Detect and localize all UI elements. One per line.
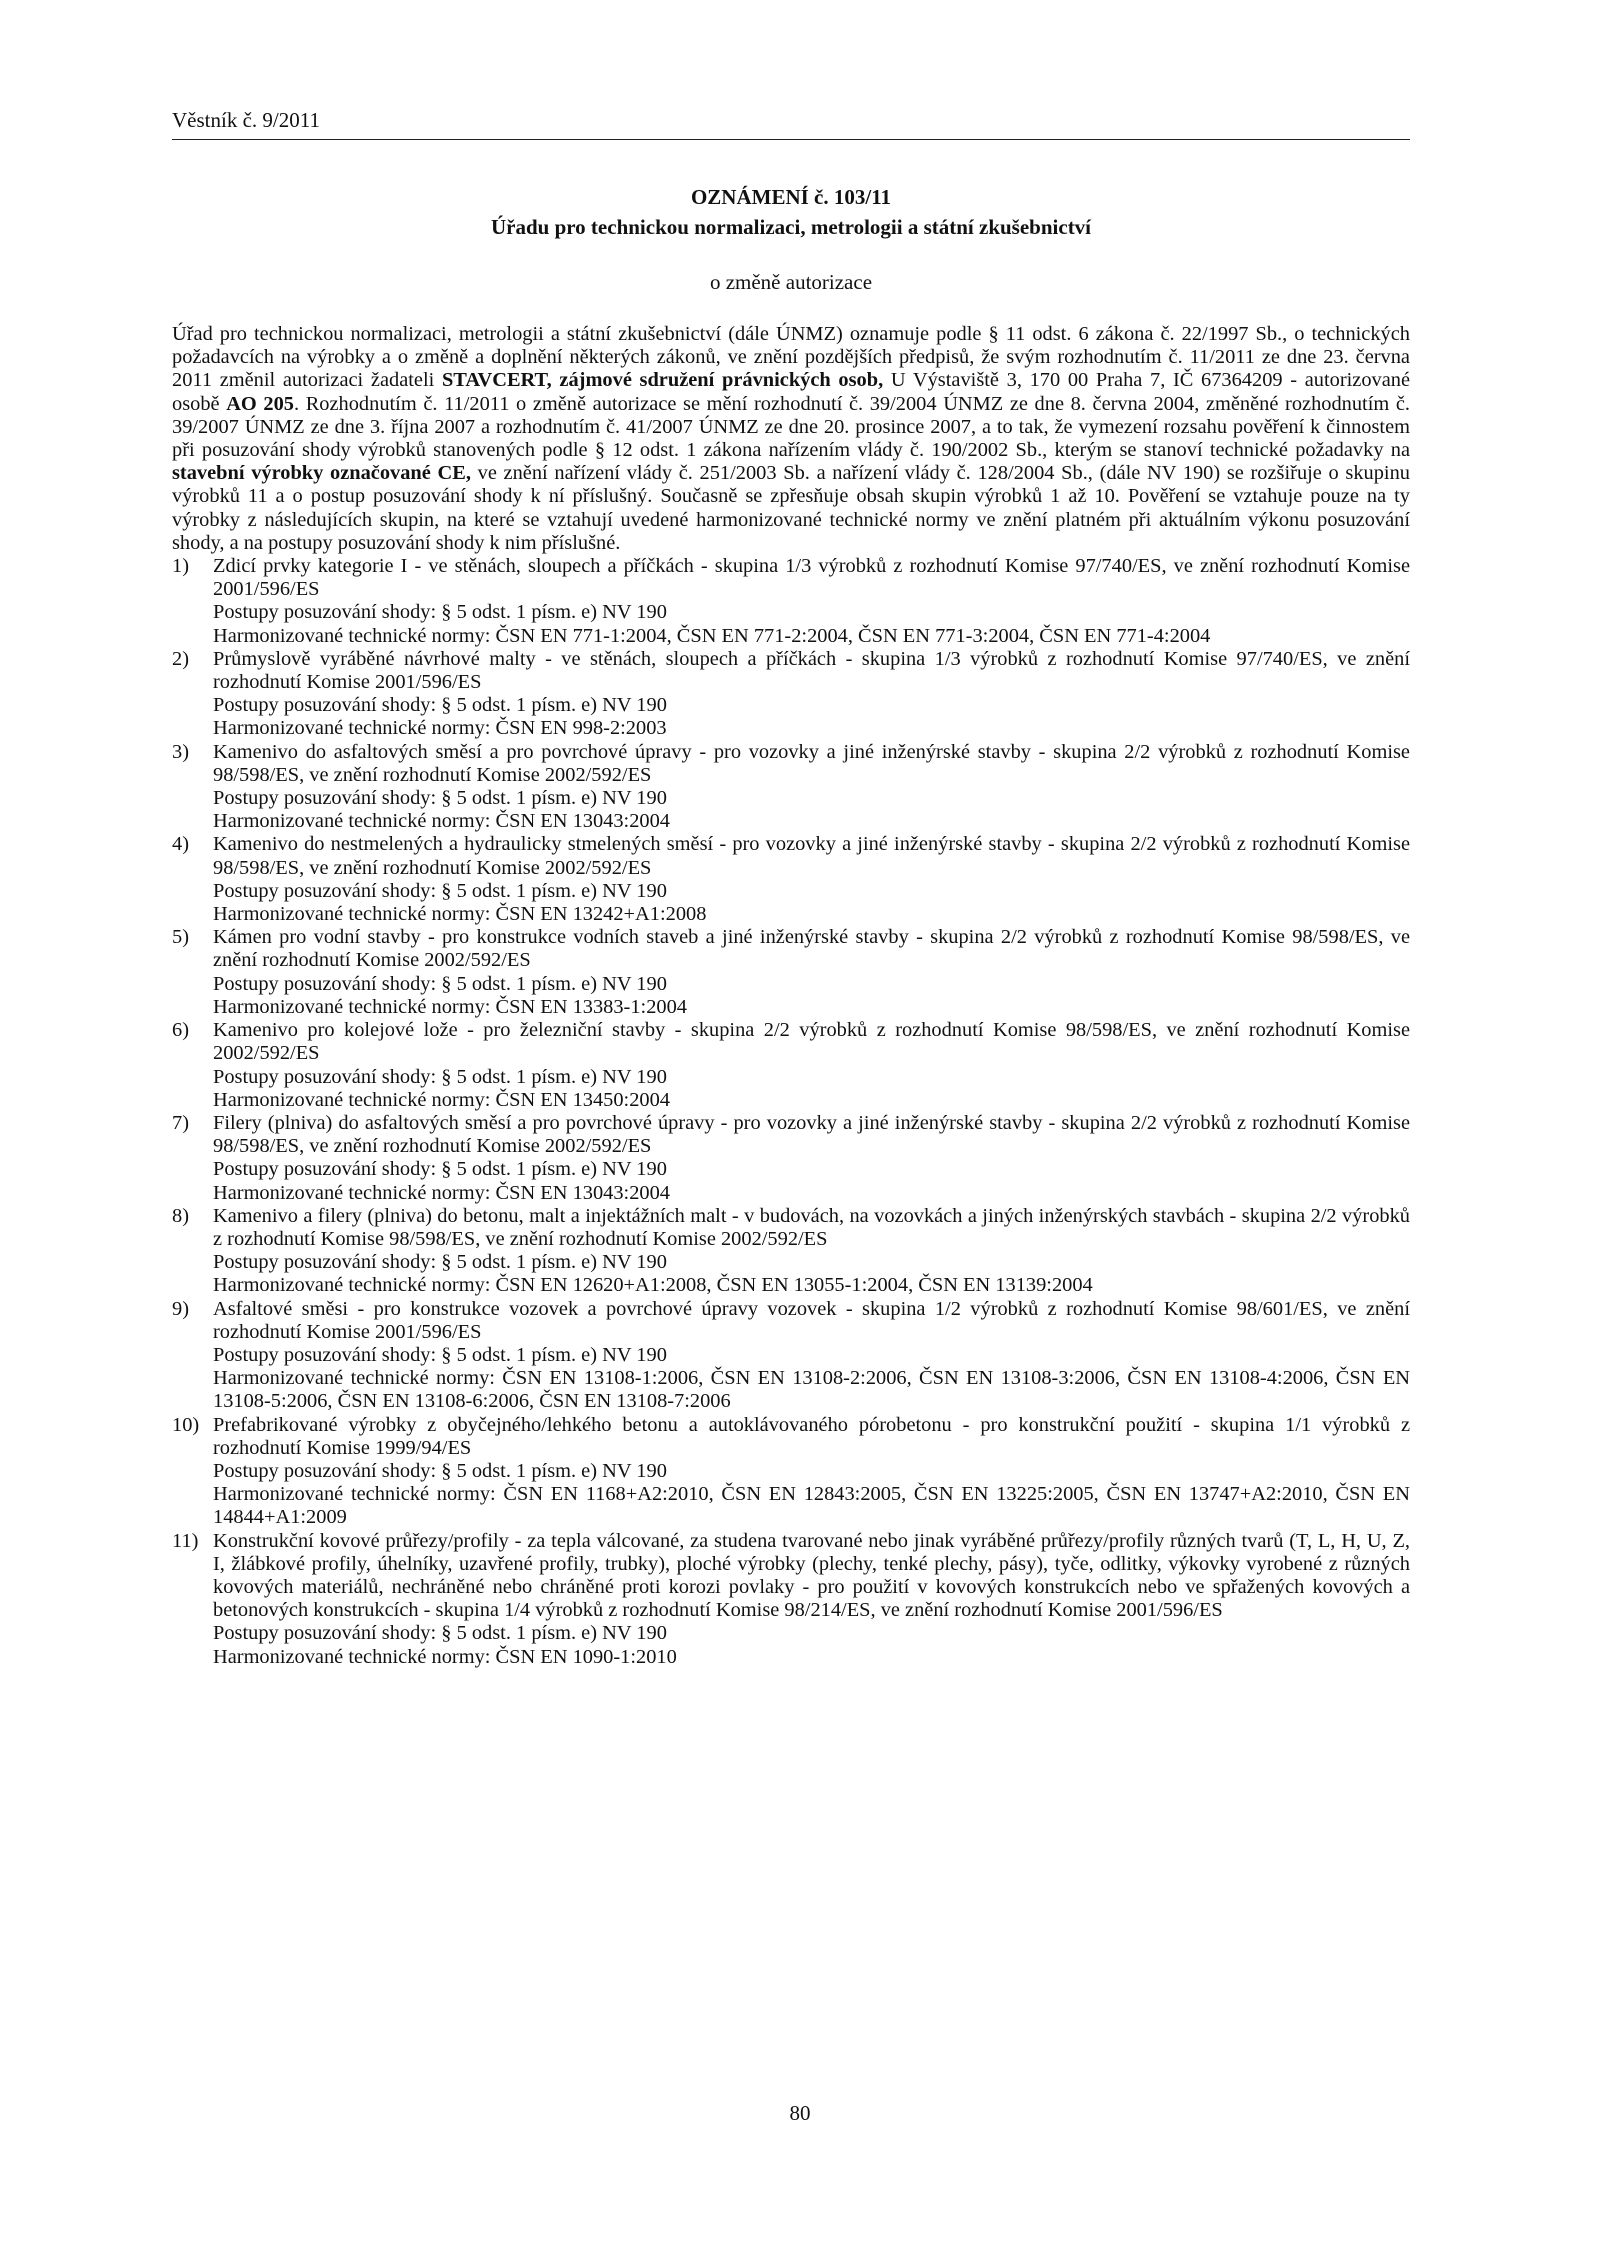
item-procedure: Postupy posuzování shody: § 5 odst. 1 písm. e) NV 190 [213,601,667,624]
item-procedure: Postupy posuzování shody: § 5 odst. 1 písm. e) NV 190 [213,1251,667,1274]
item-procedure: Postupy posuzování shody: § 5 odst. 1 písm. e) NV 190 [213,1158,667,1181]
list-item [172,1112,1410,1205]
list-item [172,1530,1410,1669]
item-content [213,648,1410,741]
item-standards: Harmonizované technické normy: ČSN EN 998-2:2003 [213,717,667,740]
item-number: 8) [172,1204,189,1227]
item-number: 4) [172,833,189,856]
announcement-number: OZNÁMENÍ č. 103/11 [690,185,892,209]
list-item [172,1414,1410,1530]
item-content [213,741,1410,834]
item-description: Filery (plniva) do asfaltových směsí a pro povrchové úpravy - pro vozovky a jiné inženýrské stavby - skupina 2/2 výrobků z rozhodnutí Komise 98/598/ES, ve znění rozhodnutí Komise 2002/592/ES [213,1111,1410,1158]
item-number: 5) [172,926,189,949]
intro-text-3: . Rozhodnutím č. 11/2011 o změně autorizace se mění rozhodnutí č. 39/2004 ÚNMZ ze dne 8. června 2004, změněné rozhodnutím č. 39/2007 ÚNMZ ze dne 3. října 2007 a rozhodnutím č. 41/2007 ÚNMZ ze dne 20. prosince 2007, a to tak, že vymezení rozsahu pověření k činnostem při posuzování shody výrobků stanovených podle § 12 odst. 1 zákona nařízením vlády č. 190/2002 Sb., kterým se stanoví technické požadavky na [172,392,1410,462]
item-number: 7) [172,1111,189,1134]
list-item [172,1019,1410,1112]
intro-paragraph [172,323,1410,555]
issuing-office: Úřadu pro technickou normalizaci, metrologii a státní zkušebnictví [490,215,1092,239]
item-standards: Harmonizované technické normy: ČSN EN 13383-1:2004 [213,995,687,1018]
item-description: Asfaltové směsi - pro konstrukce vozovek a povrchové úpravy vozovek - skupina 1/2 výrobků z rozhodnutí Komise 98/601/ES, ve znění rozhodnutí Komise 2001/596/ES [213,1297,1410,1343]
item-content [213,1112,1410,1205]
intro-text-4: ve znění nařízení vlády č. 251/2003 Sb. a nařízení vlády č. 128/2004 Sb., (dále NV 190) se rozšiřuje o skupinu výrobků 11 a o postup posuzování shody k ní příslušný. Současně se zpřesňuje obsah skupin výrobků 1 až 10. Pověření se vztahuje pouze na ty výrobky z následujících skupin, na které se vztahují uvedené harmonizované technické normy ve znění platném při aktuálním výkonu posuzování shody, a na postupy posuzování shody k nim příslušné. [172,462,1410,554]
item-content [213,1298,1410,1414]
item-number: 1) [172,555,189,578]
item-procedure: Postupy posuzování shody: § 5 odst. 1 písm. e) NV 190 [213,1343,667,1366]
document-page [172,108,1410,1669]
list-item [172,555,1410,648]
item-description: Průmyslově vyráběné návrhové malty - ve stěnách, sloupech a příčkách - skupina 1/3 výrobků z rozhodnutí Komise 97/740/ES, ve znění rozhodnutí Komise 2001/596/ES [213,647,1410,694]
item-number: 11) [172,1529,199,1552]
item-procedure: Postupy posuzování shody: § 5 odst. 1 písm. e) NV 190 [213,1622,667,1645]
intro-bold-products: stavební výrobky označované CE, [172,462,471,485]
item-content [213,1019,1410,1112]
list-item [172,833,1410,926]
list-item [172,1298,1410,1414]
item-procedure: Postupy posuzování shody: § 5 odst. 1 písm. e) NV 190 [213,1065,667,1088]
product-group-list [172,555,1410,1669]
item-standards: Harmonizované technické normy: ČSN EN 12620+A1:2008, ČSN EN 13055-1:2004, ČSN EN 13139:2004 [213,1274,1093,1297]
item-description: Kámen pro vodní stavby - pro konstrukce vodních staveb a jiné inženýrské stavby - skupina 2/2 výrobků z rozhodnutí Komise 98/598/ES, ve znění rozhodnutí Komise 2002/592/ES [213,926,1410,972]
item-procedure: Postupy posuzování shody: § 5 odst. 1 písm. e) NV 190 [213,787,667,810]
item-standards: Harmonizované technické normy: ČSN EN 13043:2004 [213,810,670,833]
item-content [213,1530,1410,1669]
intro-bold-applicant: STAVCERT, zájmové sdružení právnických osob, [441,369,884,392]
item-standards: Harmonizované technické normy: ČSN EN 13108-1:2006, ČSN EN 13108-2:2006, ČSN EN 13108-3:2006, ČSN EN 13108-4:2006, ČSN EN 13108-5:2006, ČSN EN 13108-6:2006, ČSN EN 13108-7:2006 [213,1367,1410,1413]
item-content [213,833,1410,926]
item-standards: Harmonizované technické normy: ČSN EN 13242+A1:2008 [213,903,707,926]
item-number: 10) [172,1413,200,1436]
item-description: Kamenivo pro kolejové lože - pro železniční stavby - skupina 2/2 výrobků z rozhodnutí Komise 98/598/ES, ve znění rozhodnutí Komise 2002/592/ES [213,1019,1410,1065]
item-description: Konstrukční kovové průřezy/profily - za tepla válcované, za studena tvarované nebo jinak vyráběné průřezy/profily různých tvarů (T, L, H, U, Z, I, žlábkové profily, úhelníky, uzavřené profily, trubky), ploché výrobky (plechy, tenké plechy, pásy), tyče, odlitky, výkovky vyrobené z různých kovových materiálů, nechráněné nebo chráněné proti korozi povlaky - pro použití v kovových konstrukcích nebo ve spřažených kovových a betonových konstrukcích - skupina 1/4 výrobků z rozhodnutí Komise 98/214/ES, ve znění rozhodnutí Komise 2001/596/ES [213,1529,1410,1622]
announcement-body [172,323,1410,1669]
intro-text-1: Úřad pro technickou normalizaci, metrologii a státní zkušebnictví (dále ÚNMZ) oznamuje podle § 11 odst. 6 zákona č. 22/1997 Sb., o technických požadavcích na výrobky a o změně a doplnění některých zákonů, ve znění pozdějších předpisů, že svým rozhodnutím č. 11/2011 ze dne 23. června 2011 změnil autorizaci žadateli [172,323,1410,392]
item-number: 3) [172,740,189,763]
item-description: Kamenivo do asfaltových směsí a pro povrchové úpravy - pro vozovky a jiné inženýrské stavby - skupina 2/2 výrobků z rozhodnutí Komise 98/598/ES, ve znění rozhodnutí Komise 2002/592/ES [213,740,1410,786]
item-number: 9) [172,1297,189,1320]
item-content [213,1414,1410,1530]
item-content [213,926,1410,1019]
item-description: Kamenivo do nestmelených a hydraulicky stmelených směsí - pro vozovky a jiné inženýrské stavby - skupina 2/2 výrobků z rozhodnutí Komise 98/598/ES, ve znění rozhodnutí Komise 2002/592/ES [213,833,1410,879]
item-content [213,1205,1410,1298]
journal-header: Věstník č. 9/2011 [172,108,1410,140]
list-item [172,1205,1410,1298]
item-content [213,555,1410,648]
intro-bold-ao: AO 205 [226,392,294,415]
item-procedure: Postupy posuzování shody: § 5 odst. 1 písm. e) NV 190 [213,879,667,902]
item-description: Prefabrikované výrobky z obyčejného/lehkého betonu a autoklávovaného pórobetonu - pro konstrukční použití - skupina 1/1 výrobků z rozhodnutí Komise 1999/94/ES [213,1413,1410,1459]
item-procedure: Postupy posuzování shody: § 5 odst. 1 písm. e) NV 190 [213,1459,667,1482]
item-standards: Harmonizované technické normy: ČSN EN 771-1:2004, ČSN EN 771-2:2004, ČSN EN 771-3:2004, ČSN EN 771-4:2004 [213,624,1211,647]
item-standards: Harmonizované technické normy: ČSN EN 1168+A2:2010, ČSN EN 12843:2005, ČSN EN 13225:2005, ČSN EN 13747+A2:2010, ČSN EN 14844+A1:2009 [213,1483,1410,1529]
item-number: 2) [172,647,189,670]
item-description: Kamenivo a filery (plniva) do betonu, malt a injektážních malt - v budovách, na vozovkách a jiných inženýrských stavbách - skupina 2/2 výrobků z rozhodnutí Komise 98/598/ES, ve znění rozhodnutí Komise 2002/592/ES [213,1204,1410,1250]
list-item [172,648,1410,741]
intro-text-2: U Výstaviště 3, 170 00 Praha 7, IČ 67364209 - autorizované osobě [172,369,1411,415]
announcement-subject: o změně autorizace [709,270,873,294]
page-number: 80 [789,2101,811,2125]
item-standards: Harmonizované technické normy: ČSN EN 1090-1:2010 [213,1645,677,1668]
item-procedure: Postupy posuzování shody: § 5 odst. 1 písm. e) NV 190 [213,972,667,995]
item-procedure: Postupy posuzování shody: § 5 odst. 1 písm. e) NV 190 [213,694,667,717]
announcement-title [172,182,1410,242]
item-number: 6) [172,1019,189,1042]
list-item [172,926,1410,1019]
item-standards: Harmonizované technické normy: ČSN EN 13450:2004 [213,1088,670,1111]
list-item [172,741,1410,834]
item-description: Zdicí prvky kategorie I - ve stěnách, sloupech a příčkách - skupina 1/3 výrobků z rozhodnutí Komise 97/740/ES, ve znění rozhodnutí Komise 2001/596/ES [213,555,1410,601]
item-standards: Harmonizované technické normy: ČSN EN 13043:2004 [213,1181,670,1204]
